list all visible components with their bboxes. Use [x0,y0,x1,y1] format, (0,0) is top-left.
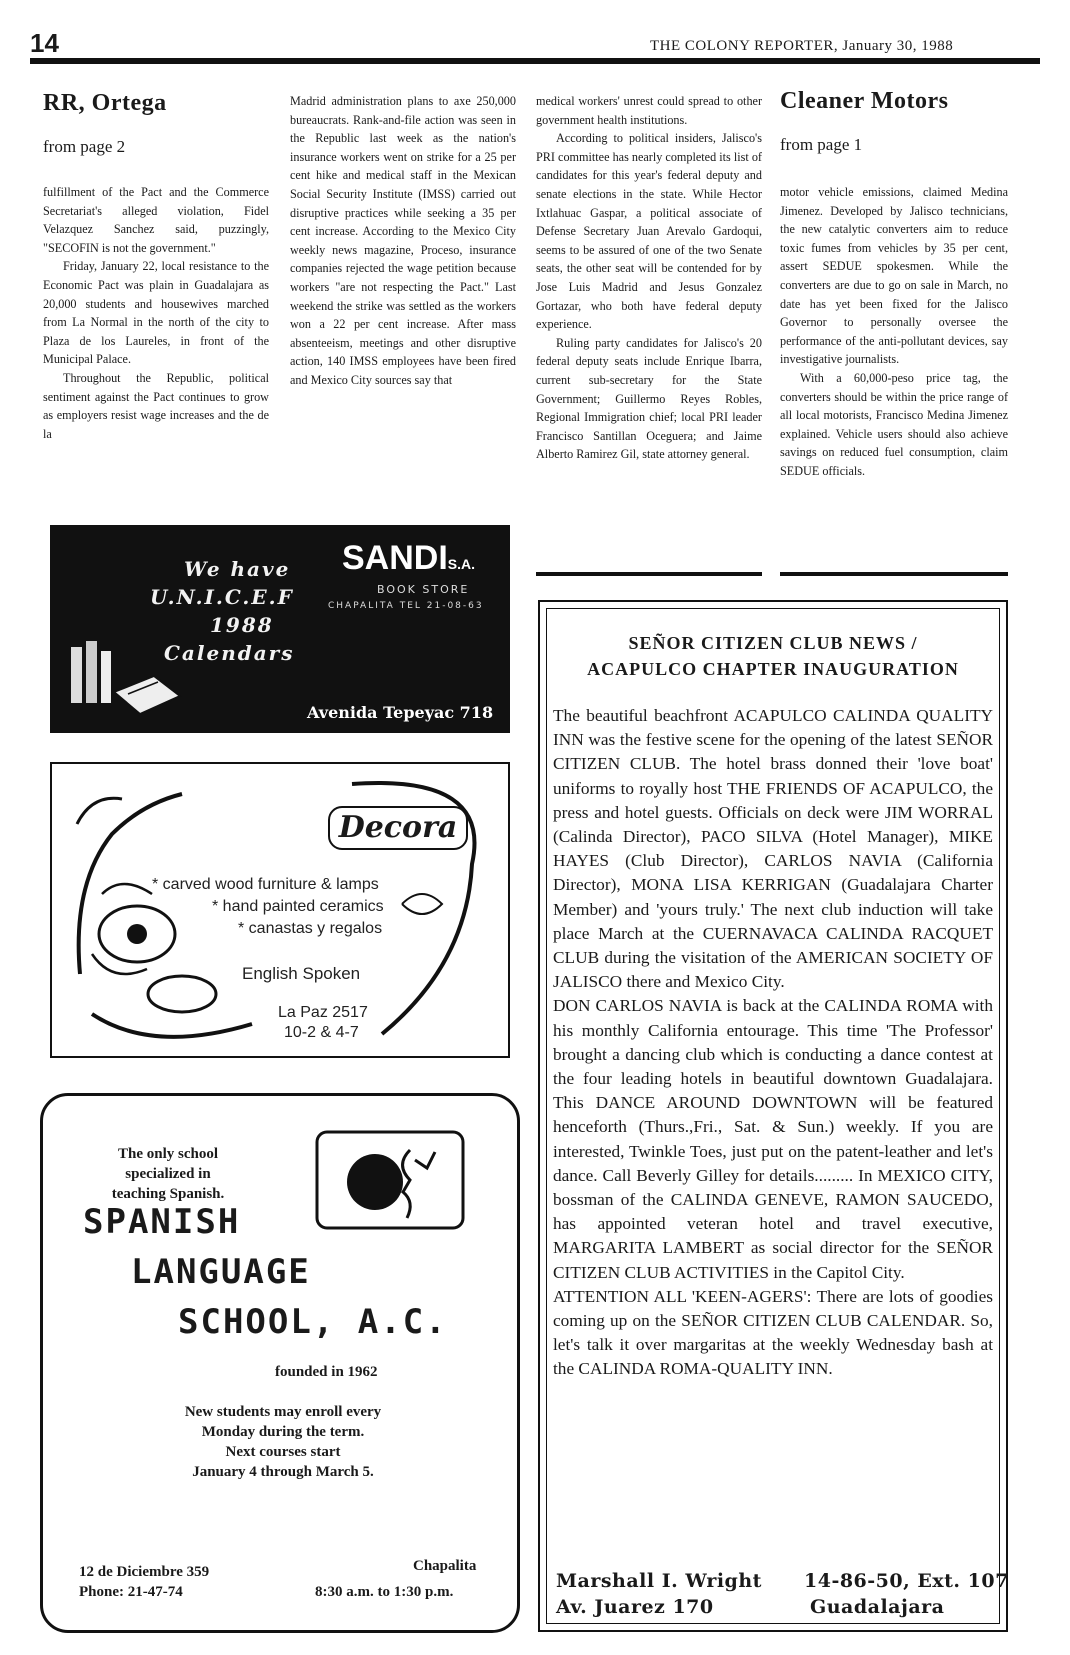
paragraph: Throughout the Republic, political sentiment against the Pact continues to grow as employers resist wage increases and the de la [43,370,269,441]
paragraph: Friday, January 22, local resistance to the Economic Pact was plain in Guadalajara as 20,000 students and housewives marched from La Normal in the north of the city to Plaza de los Laureles, in front of the Municipal Palace. [43,259,269,367]
decora-item: * hand painted ceramics [212,898,384,915]
sandi-bookstore-ad [50,525,510,733]
english-spoken: English Spoken [242,964,361,983]
spanish-school-ad [40,1093,520,1633]
ad-line-we-have: We have [184,557,291,581]
school-enrollment [83,1402,483,1482]
cleaner-body [780,183,1008,481]
speaking-head-icon [315,1130,465,1230]
masthead: THE COLONY REPORTER, January 30, 1988 [650,38,954,54]
paragraph: ATTENTION ALL 'KEEN-AGERS': There are lots of goodies coming up on the SEÑOR CITIZEN CLUB CALENDAR. So, let's talk it over margaritas at the weekly Wednesday bash at the CALINDA ROMA-QUALITY INN. [553,1286,993,1379]
store-phone: CHAPALITA TEL 21-08-63 [328,601,484,611]
sandi-brand [342,539,475,578]
enroll-line: New students may enroll every [184,1404,382,1420]
store-address: Avenida Tepeyac 718 [307,703,494,722]
paragraph: Ruling party candidates for Jalisco's 20 federal deputy seats include Enrique Ibarra, current sub-secretary for the State Government; Guillermo Reyes Robles, Regional Immigration chief; local PRI leader Francisco Santillan Oceguera; and Jaime Alberto Ramirez Gil, state attorney general. [536,335,762,462]
decora-logo: Decora [328,806,468,850]
column-end-rule [780,572,1008,576]
decora-item: * carved wood furniture & lamps [152,876,379,893]
paragraph: Madrid administration plans to axe 250,000 bureaucrats. Rank-and-file action was seen in the Republic last week as the nation's insurance workers went on strike for a 25 per cent hike and medical staff in the Mexican Social Security Institute (IMSS) carried out disruptive practices while seeking a 35 per cent increase. According to the Mexico City weekly news magazine, Proceso, insurance companies rejected the wage petition because workers "are not respecting the Pact." Last weekend the strike was settled as the workers won a 22 per cent increase. After mass absenteeism, meetings and other disruptive action, 140 IMSS employees have been fired and Mexico City sources say that [290,94,516,387]
intro-line: teaching Spanish. [111,1186,225,1202]
intro-line: The only school [117,1146,219,1162]
title-line: SEÑOR CITIZEN CLUB NEWS / [628,633,918,653]
store-label: BOOK STORE [377,583,470,596]
senor-body [553,704,993,1382]
decora-address: La Paz 2517 [278,1004,368,1021]
enroll-line: January 4 through March 5. [192,1464,374,1480]
ortega-col1 [43,183,269,443]
school-hours: 8:30 a.m. to 1:30 p.m. [315,1584,454,1600]
ad-line-calendars: Calendars [164,641,295,665]
school-phone: Phone: 21-47-74 [79,1584,183,1600]
decora-hours: 10-2 & 4-7 [284,1024,359,1041]
decora-ad [50,762,510,1058]
ad-line-unicef: U.N.I.C.E.F [150,585,294,609]
books-icon [66,622,186,722]
cleaner-jump: from page 1 [780,135,863,154]
cleaner-headline: Cleaner Motors [780,88,949,114]
enroll-line: Monday during the term. [201,1424,365,1440]
school-address: 12 de Diciembre 359 [79,1564,210,1580]
header-rule [30,58,1040,64]
signature-address: Av. Juarez 170 [556,1596,714,1618]
ortega-headline: RR, Ortega [43,90,167,116]
paragraph: The beautiful beachfront ACAPULCO CALINDA QUALITY INN was the festive scene for the opening of the latest SEÑOR CITIZEN CLUB. The hotel brass donned their 'love boat' uniforms to royally host THE FRIENDS OF ACAPULCO, the press and hotel guests. Officials on deck were JIM WORRAL (Calinda Director), PACO SILVA (Hotel Manager), MIKE HAYES (Club Director), CARLOS NAVIA (California Director), MONA LISA KERRIGAN (Guadalajara Charter Member) and 'yours truly.' The next club induction will take place March at the CUERNAVACA CALINDA RACQUET CLUB during the visitation of the AMERICAN SOCIETY OF JALISCO there and Mexico City. [553,706,993,992]
school-title-line1: SPANISH [83,1202,241,1242]
decora-item: * canastas y regalos [238,920,383,937]
signature-name: Marshall I. Wright [556,1570,762,1592]
paragraph: With a 60,000-peso price tag, the converters should be within the price range of all local motorists, Francisco Medina Jimenez explained. Vehicle users should also achieve savings on reduced fuel consumption, claim SEDUE officials. [780,370,1008,478]
ortega-jump: from page 2 [43,137,126,156]
column-end-rule [536,572,762,576]
intro-line: specialized in [125,1166,211,1182]
ortega-col3 [536,92,762,464]
paragraph: DON CARLOS NAVIA is back at the CALINDA ROMA with his monthly California entourage. This time 'The Professor' brought a dancing club which is conducting a dance contest at the four leading hotels in beautiful downtown Guadalajara. This DANCE AROUND DOWNTOWN will be featured henceforth (Thurs.,Fri., Sat. & Sun.) weekly. If you are interested, Twinkle Toes, just put on the patent-leather and let's dance. Call Beverly Gilley for details......... In MEXICO CITY, bossman of the CALINDA GENEVE, RAMON SAUCEDO, has appointed veteran hotel and travel executive, MARGARITA LAMBERT as social director for the SEÑOR CITIZEN CLUB ACTIVITIES in the Capitol City. [553,996,993,1282]
paragraph: According to political insiders, Jalisco's PRI committee has nearly completed its list of candidates for this year's federal deputy and senate elections in the state. While Hector Ixtlahuac Gaspar, a political associate of Defense Secretary Juan Arevalo Gardoqui, seems to be assured of one of the two Senate seats, the other seat will be contended for by Jose Luis Madrid and Jesus Gonzalez Gortazar, who both have federal deputy experience. [536,131,762,332]
signature-city: Guadalajara [810,1596,945,1618]
school-area: Chapalita [413,1558,477,1574]
senor-title [550,630,996,682]
title-line: ACAPULCO CHAPTER INAUGURATION [587,659,959,679]
ad-line-year: 1988 [210,613,274,637]
paragraph: motor vehicle emissions, claimed Medina Jimenez. Developed by Jalisco technicians, the new catalytic converters aim to reduce toxic fumes from vehicles by 35 per cent, assert SEDUE spokesmen. While the converters are due to go on sale in March, no date has yet been fixed for the Jalisco Governor to personally oversee the performance of the anti-pollutant devices, say investigative journalists. [780,185,1008,367]
school-founded: founded in 1962 [275,1364,378,1380]
school-intro [83,1144,253,1204]
school-title-line2: LANGUAGE [131,1252,311,1292]
signature-phone: 14-86-50, Ext. 107 [804,1570,1009,1592]
paragraph: fulfillment of the Pact and the Commerce Secretariat's alleged violation, Fidel Velazquez Sanchez said, puzzingly, "SECOFIN is not the government." [43,185,269,255]
school-title-line3: SCHOOL, A.C. [178,1302,448,1342]
page-number: 14 [30,28,59,58]
enroll-line: Next courses start [225,1444,341,1460]
paragraph: medical workers' unrest could spread to other government health institutions. [536,94,762,127]
brand-suffix: S.A. [447,556,476,572]
brand-name: SANDI [342,539,448,577]
ortega-col2 [290,92,516,390]
